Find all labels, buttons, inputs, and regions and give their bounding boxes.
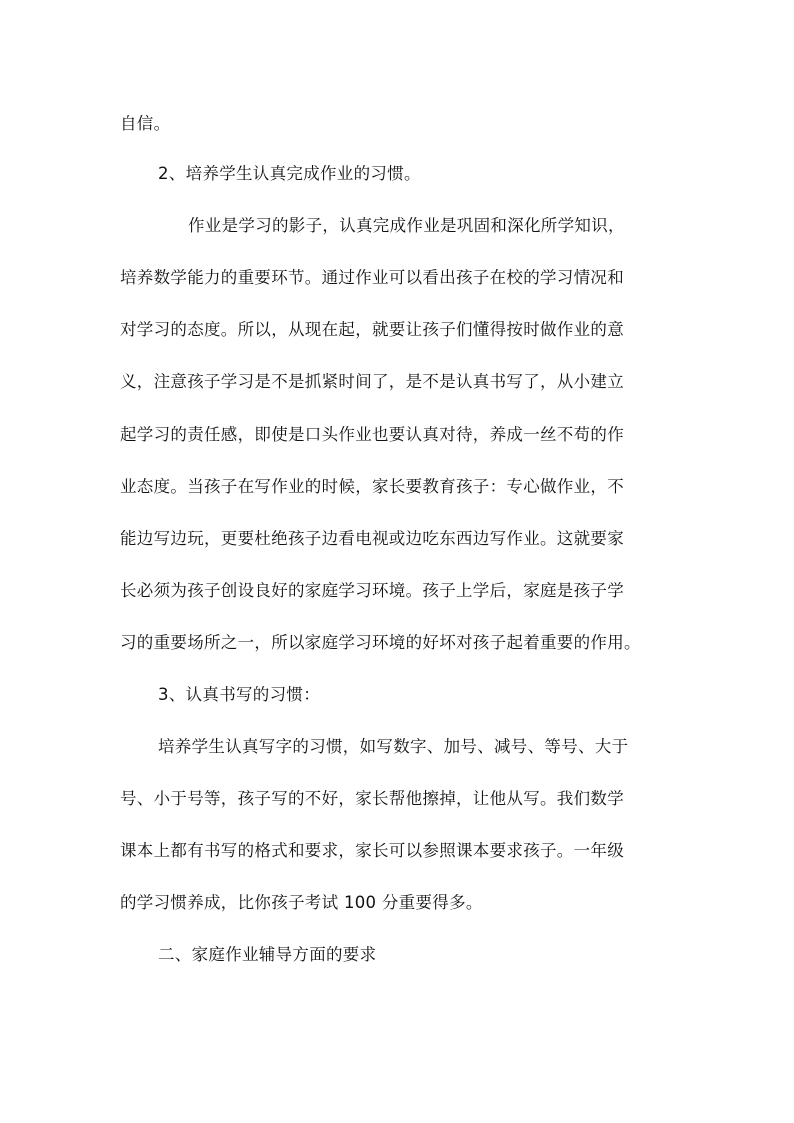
paragraph-line: 自信。 bbox=[120, 114, 171, 133]
paragraph-line: 课本上都有书写的格式和要求，家长可以参照课本要求孩子。一年级 bbox=[120, 841, 624, 860]
paragraph-line: 义，注意孩子学习是不是抓紧时间了，是不是认真书写了，从小建立 bbox=[120, 372, 624, 391]
section-heading-2: 2、培养学生认真完成作业的习惯。 bbox=[158, 164, 421, 183]
section-heading-main: 二、家庭作业辅导方面的要求 bbox=[158, 945, 377, 964]
paragraph-line: 作业是学习的影子，认真完成作业是巩固和深化所学知识， bbox=[188, 216, 625, 235]
paragraph-line: 业态度。当孩子在写作业的时候，家长要教育孩子：专心做作业，不 bbox=[120, 477, 624, 496]
paragraph-line: 的学习惯养成，比你孩子考试 100 分重要得多。 bbox=[120, 893, 483, 912]
paragraph-line: 习的重要场所之一，所以家庭学习环境的好坏对孩子起着重要的作用。 bbox=[120, 633, 641, 652]
paragraph-line: 对学习的态度。所以，从现在起，就要让孩子们懂得按时做作业的意 bbox=[120, 320, 624, 339]
section-heading-3: 3、认真书写的习惯： bbox=[158, 685, 320, 704]
paragraph-line: 起学习的责任感，即使是口头作业也要认真对待，养成一丝不苟的作 bbox=[120, 425, 624, 444]
paragraph-line: 培养数学能力的重要环节。通过作业可以看出孩子在校的学习情况和 bbox=[120, 268, 624, 287]
paragraph-line: 号、小于号等，孩子写的不好，家长帮他擦掉，让他从写。我们数学 bbox=[120, 789, 624, 808]
paragraph-line: 培养学生认真写字的习惯，如写数字、加号、减号、等号、大于 bbox=[158, 737, 629, 756]
paragraph-line: 长必须为孩子创设良好的家庭学习环境。孩子上学后，家庭是孩子学 bbox=[120, 581, 624, 600]
paragraph-line: 能边写边玩，更要杜绝孩子边看电视或边吃东西边写作业。这就要家 bbox=[120, 529, 624, 548]
